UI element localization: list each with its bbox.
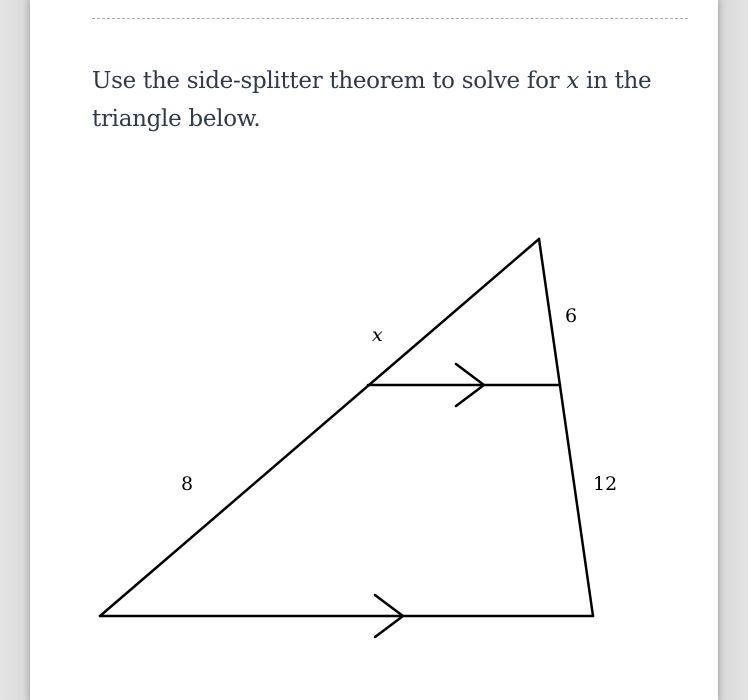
label-left-lower: 8 [181,473,194,495]
question-card [30,0,718,700]
triangle-diagram [30,0,718,700]
page-shadow-left [0,0,30,700]
label-x: x [372,324,383,346]
triangle-right-side [539,239,593,616]
question-suffix: in the triangle below. [92,68,652,132]
label-right-lower: 12 [593,473,618,495]
label-right-upper: 6 [565,305,578,327]
triangle-left-side [100,239,539,616]
question-variable: x [566,68,579,94]
page-shadow-right [718,0,748,700]
question-prefix: Use the side-splitter theorem to solve for [92,68,567,94]
